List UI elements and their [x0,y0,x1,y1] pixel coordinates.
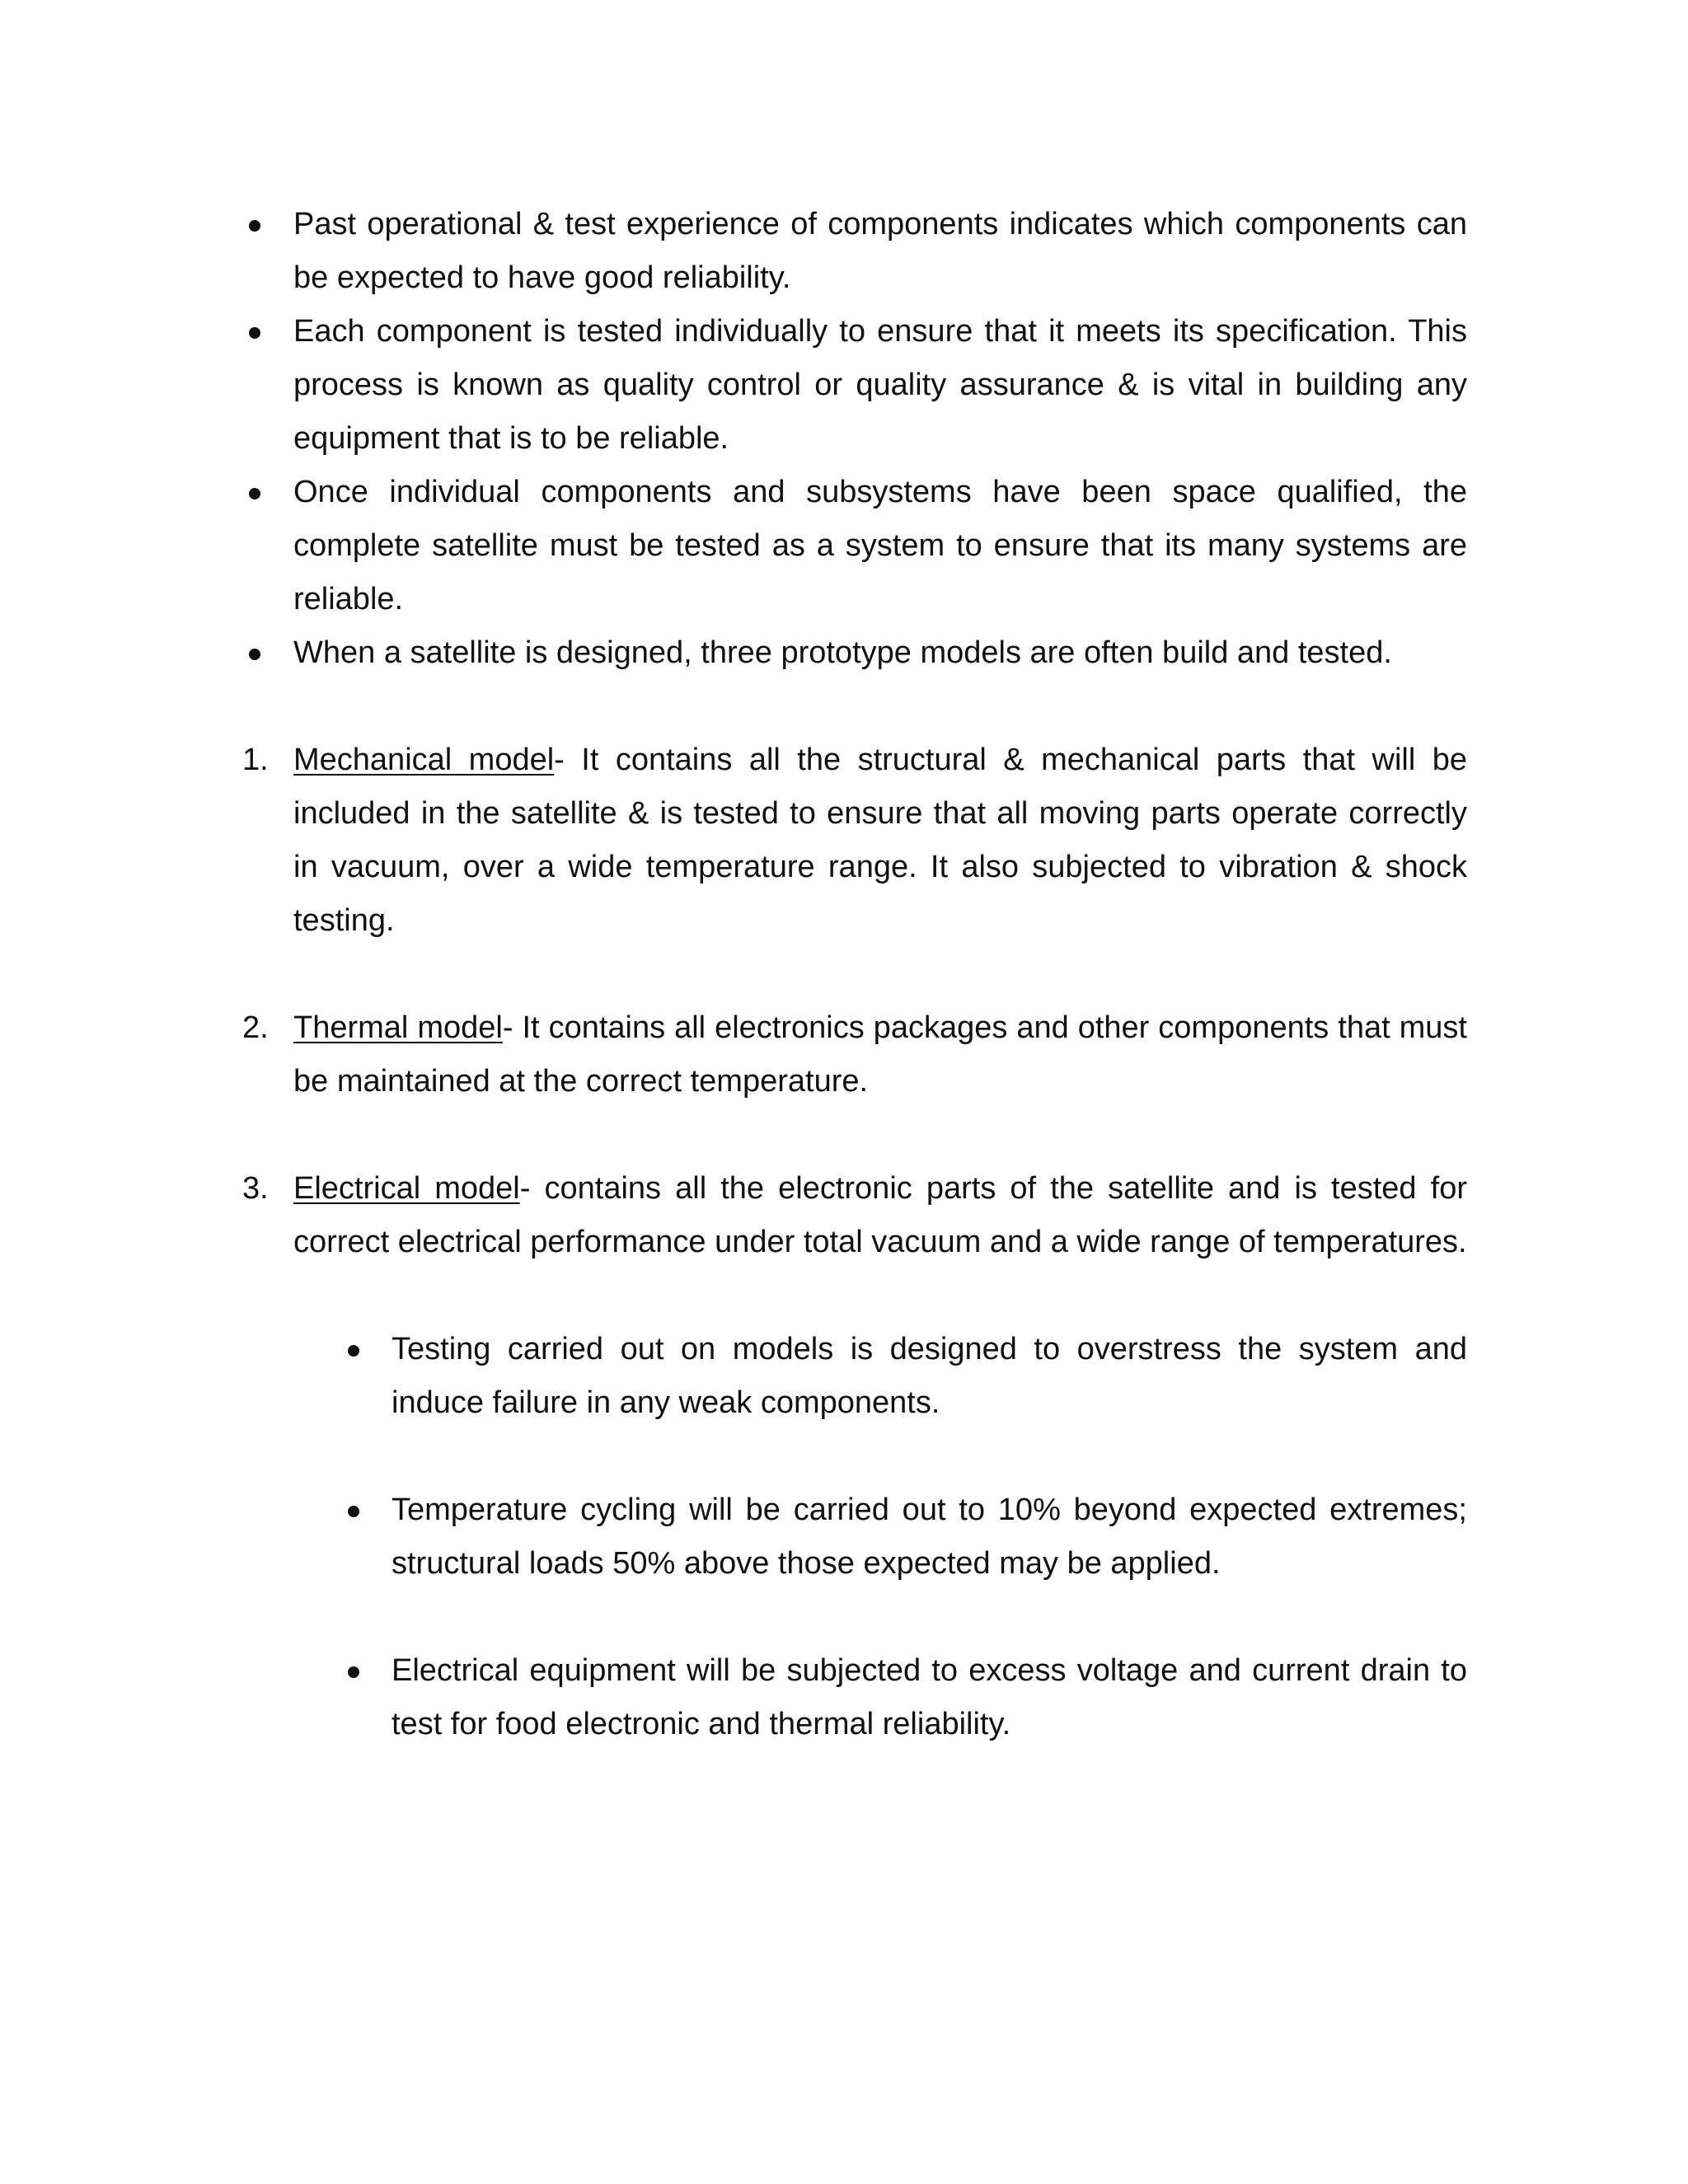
item-number: 2. [242,1010,269,1045]
bullet-icon [249,649,260,660]
item-number: 3. [242,1171,269,1206]
bullet-icon [348,1506,359,1517]
list-item [293,626,1467,680]
list-item-text: Once individual components and subsystems have been space qualified, the complete satellite must be tested as a system to ensure that its many systems are reliable. [293,475,1467,616]
model-title: Electrical model [293,1171,520,1206]
list-item [293,305,1467,466]
model-item-mechanical [242,733,1468,948]
model-item-electrical [242,1162,1467,1269]
list-item-text: Past operational & test experience of components indicates which components can be expected to have good reliability. [293,207,1467,295]
list-item [392,1483,1467,1591]
list-item [392,1323,1467,1430]
list-item [293,466,1467,626]
spacer [293,1269,1467,1323]
bullet-icon [249,327,260,339]
model-title: Mechanical model [293,743,555,777]
spacer [293,1108,1467,1162]
list-item [392,1644,1467,1751]
document-body [242,198,1468,1751]
model-item-thermal [242,1001,1467,1108]
spacer [293,680,1467,733]
spacer [392,1430,1467,1483]
item-number: 1. [242,743,269,777]
list-item-text: Electrical equipment will be subjected to excess voltage and current drain to test for food electronic and thermal reliability. [392,1653,1467,1741]
numbered-model-list [242,733,1468,1269]
model-description: - It contains all the structural & mechanical parts that will be included in the satellite & is tested to ensure that all moving parts operate correctly in vacuum, over a wide temperature range. It also subjected to vibration & shock testing. [293,743,1468,938]
bullet-icon [249,488,260,499]
spacer [293,948,1467,1001]
model-description: - contains all the electronic parts of the satellite and is tested for correct electrical performance under total vacuum and a wide range of temperatures. [293,1171,1467,1259]
bottom-bullet-list [392,1323,1467,1751]
model-title: Thermal model [293,1010,503,1045]
bullet-icon [348,1345,359,1357]
spacer [392,1591,1467,1644]
bullet-icon [249,220,260,232]
list-item [293,198,1467,305]
list-item-text: When a satellite is designed, three prototype models are often build and tested. [293,635,1392,670]
list-item-text: Each component is tested individually to ensure that it meets its specification. This process is known as quality control or quality assurance & is vital in building any equipment that is to be reliable. [293,314,1467,456]
top-bullet-list [293,198,1467,680]
list-item-text: Testing carried out on models is designed to overstress the system and induce failure in any weak components. [392,1332,1467,1420]
model-description: - It contains all electronics packages and other components that must be maintained at the correct temperature. [293,1010,1467,1099]
bullet-icon [348,1666,359,1678]
list-item-text: Temperature cycling will be carried out to 10% beyond expected extremes; structural loads 50% above those expected may be applied. [392,1493,1467,1581]
